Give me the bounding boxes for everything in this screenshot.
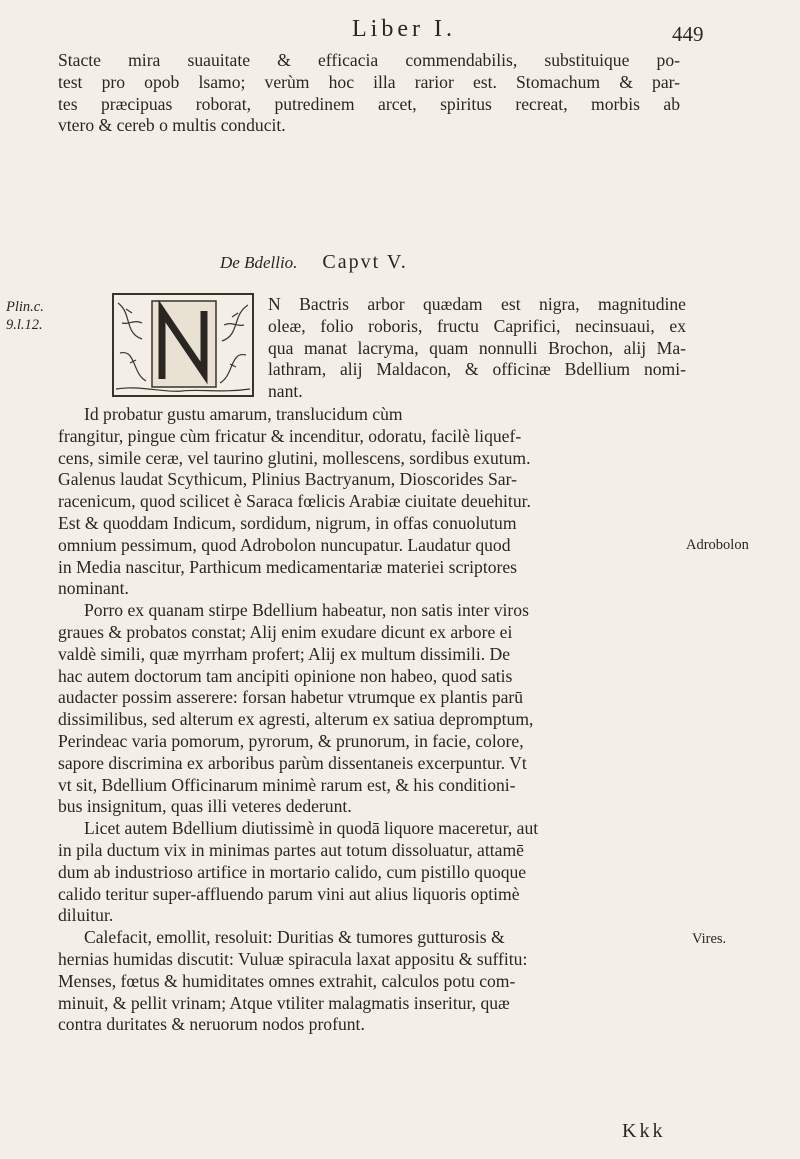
text-line: cens, simile ceræ, vel taurino glutini, mollescens, sordibus exutum. — [58, 447, 531, 468]
chapter-number: Capvt V. — [322, 251, 408, 273]
margin-note-adrobolon: Adrobolon — [686, 537, 749, 553]
chapter-topic: De Bdellio. — [220, 253, 298, 272]
text-line: diluitur. — [58, 905, 114, 926]
text-line: vtero & cereb o multis conducit. — [58, 115, 286, 136]
text-line: dissimilibus, sed alterum ex agresti, alterum ex satiua depromptum, — [58, 709, 534, 730]
text-line: Licet autem Bdellium diutissimè in quodā liquore maceretur, aut — [84, 818, 539, 839]
main-text — [58, 404, 680, 1036]
text-line: graues & probatos constat; Alij enim exudare dicunt ex arbore ei — [58, 621, 513, 642]
text-line: test pro opob lsamo; verùm hoc illa rarior est. Stomachum & par- — [58, 71, 680, 92]
text-line: Galenus laudat Scythicum, Plinius Bactryanum, Dioscorides Sar- — [58, 469, 517, 490]
text-line: dum ab industrioso artifice in mortario calido, cum pistillo quoque — [58, 861, 527, 882]
text-line: N Bactris arbor quædam est nigra, magnitudine — [268, 294, 686, 314]
text-line: oleæ, folio roboris, fructu Caprifici, necinsuaui, ex — [268, 315, 686, 336]
text-line: Stacte mira suauitate & efficacia commendabilis, substituique po- — [58, 50, 680, 70]
text-line: qua manat lacryma, quam nonnulli Brochon, alij Ma- — [268, 337, 686, 358]
margin-note-line: 9.l.12. — [6, 317, 43, 333]
text-line: omnium pessimum, quod Adrobolon nuncupatur. Laudatur quod — [58, 534, 511, 555]
text-line: valdè simili, quæ myrrham profert; Alij ex multum dissimili. De — [58, 643, 511, 664]
text-line: Id probatur gustu amarum, translucidum cùm — [84, 404, 403, 424]
text-line: tes præcipuas roborat, putredinem arcet, spiritus recreat, morbis ab — [58, 93, 680, 114]
text-line: audacter possim asserere: forsan habetur vtrumque ex plantis parū — [58, 687, 524, 708]
signature-mark: Kkk — [622, 1120, 666, 1142]
chapter-heading — [220, 251, 408, 274]
running-title: Liber I. — [352, 16, 456, 42]
woodcut-initial-illustration — [112, 293, 254, 397]
intro-paragraph — [58, 50, 680, 137]
text-line: Calefacit, emollit, resoluit: Duritias & tumores gutturosis & — [84, 927, 505, 948]
text-line: hac autem doctorum tam ancipiti opinione non habeo, quod satis — [58, 665, 513, 686]
margin-note-left — [6, 298, 44, 334]
text-line: hernias humidas discutit: Vuluæ spiracula laxat appositu & suffitu: — [58, 948, 528, 969]
text-line: in pila ductum vix in minimas partes aut totum dissoluatur, attamē — [58, 839, 524, 860]
text-line: minuit, & pellit vrinam; Atque vtiliter malagmatis inseritur, quæ — [58, 992, 510, 1013]
text-line: Perindeac varia pomorum, pyrorum, & prunorum, in facie, colore, — [58, 730, 524, 751]
text-line: Porro ex quanam stirpe Bdellium habeatur, non satis inter viros — [84, 600, 529, 621]
text-line: contra duritates & neruorum nodos profunt. — [58, 1014, 365, 1035]
page-number: 449 — [672, 22, 704, 46]
margin-note-vires: Vires. — [692, 931, 727, 947]
opening-paragraph — [268, 294, 686, 403]
text-line: vt sit, Bdellium Officinarum minimè rarum est, & his conditioni- — [58, 774, 516, 795]
text-line: sapore discrimina ex arboribus parùm dissentaneis excerpuntur. Vt — [58, 752, 527, 773]
text-line: nant. — [268, 381, 303, 402]
text-line: racenicum, quod scilicet è Saraca fœlicis Arabiæ ciuitate deuehitur. — [58, 491, 531, 512]
text-line: nominant. — [58, 578, 129, 599]
text-line: Est & quoddam Indicum, sordidum, nigrum, in offas conuolutum — [58, 512, 517, 533]
text-line: lathram, alij Maldacon, & officinæ Bdellium nomi- — [268, 359, 686, 380]
text-line: bus insignitum, quas illi veteres dederunt. — [58, 796, 352, 817]
text-line: frangitur, pingue cùm fricatur & incenditur, odoratu, facilè liquef- — [58, 425, 522, 446]
text-line: calido teritur super-affluendo parum vini aut alius liquoris optimè — [58, 883, 520, 904]
text-line: in Media nascitur, Parthicum medicamentariæ materiei scriptores — [58, 556, 518, 577]
margin-note-line: Plin.c. — [6, 299, 44, 315]
text-line: Menses, fœtus & humiditates omnes extrahit, calculos potu com- — [58, 970, 516, 991]
running-head — [60, 14, 704, 46]
